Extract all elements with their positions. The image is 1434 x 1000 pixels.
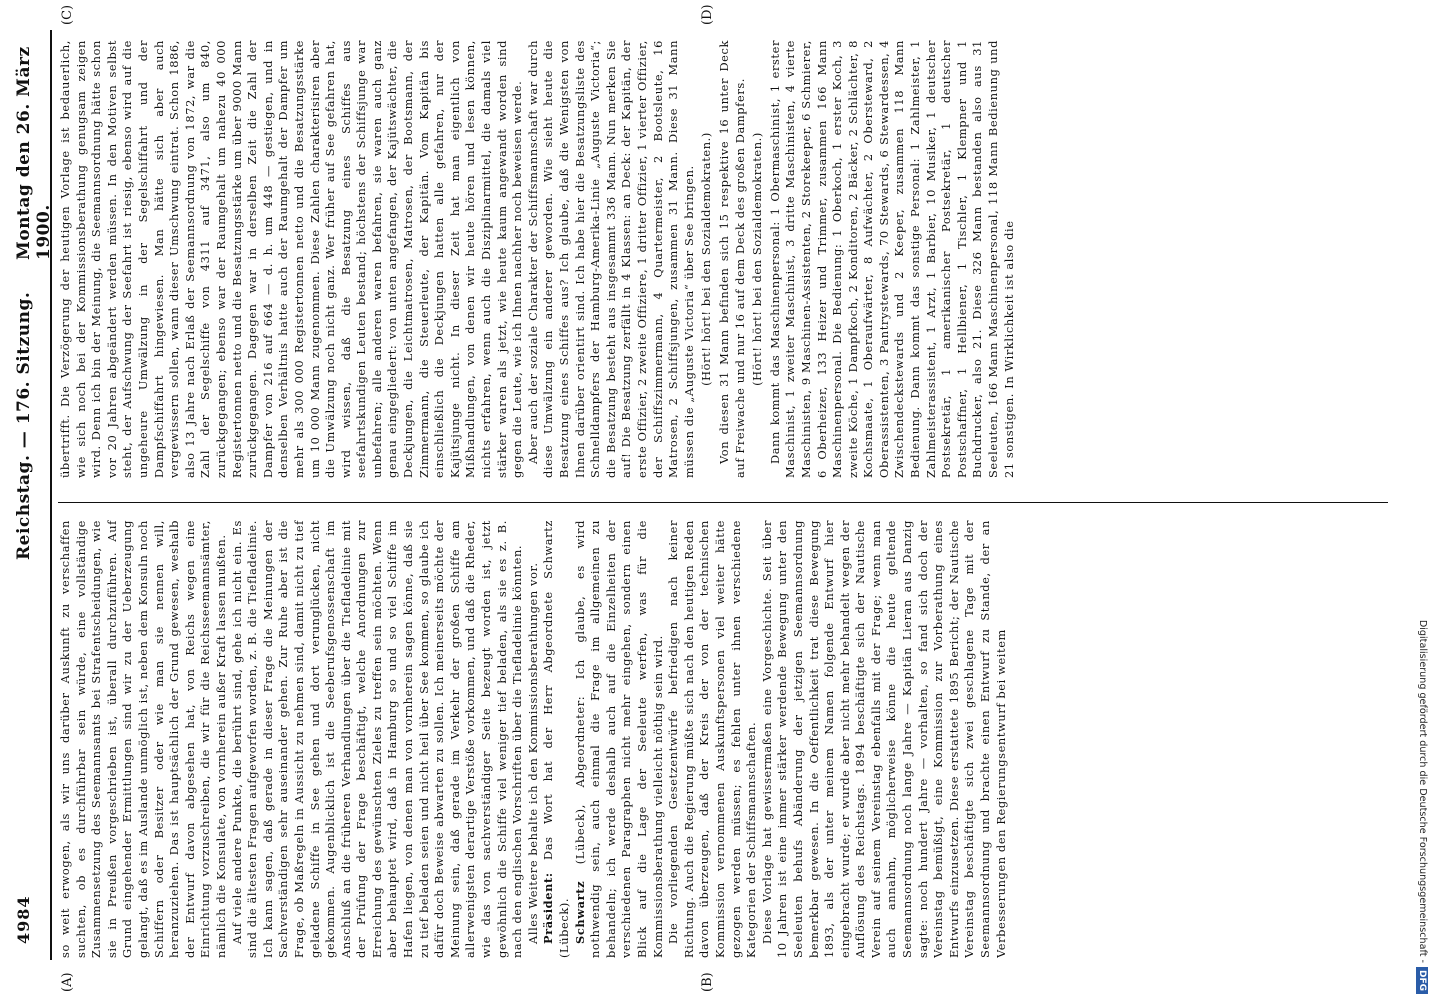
speaker-paragraph <box>573 520 667 958</box>
paragraph: übertrifft. Die Verzögerung der heutigen Vorlage ist bedauerlich, wie sich noch bei der Kommissionsberathung genugsam zeigen wird. Denn ich bin der Meinung, die Seemannsordnung hätte schon vor 20 Jahren abgeändert werden müssen. In den Motiven selbst steht, der Aufschwung der Seefahrt ist riesig, ebenso wird auf die ungeheure Umwälzung in der Segelschiffahrt und der Dampfschiffahrt hingewiesen. Man hätte sich aber auch vergewissern sollen, wann dieser Umschwung eintrat. Schon 1886, also 13 Jahre nach Erlaß der Seemannsordnung von 1872, war die Zahl der Segelschiffe von 4311 auf 3471, also um 840, zurückgegangen; ebenso war der Raumgehalt um nahezu 40 000 Registertonnen netto und die Besatzungsstärke um über 9000 Mann zurückgegangen. Dagegen war in derselben Zeit die Zahl der Dampfer von 216 auf 664 — d. h. um 448 — gestiegen, und in denselben Verhältnis hatte auch der Raumgehalt der Dampfer um mehr als 300 000 Registertonnen netto und die Besatzungsstärke um 10 000 Mann zugenommen. Diese Zahlen charakterisiren aber die Umwälzung noch nicht ganz. Wer früher auf See gefahren hat, wird wissen, daß die Besatzung eines Schiffes aus seefahrtskundigen Leuten bestand; höchstens der Schiffsjunge war unbefahren; alle anderen waren befahren, sie waren auch ganz genau eingegliedert: von unten angefangen, der Kajütswächter, die Deckjungen, die Leichtmatrosen, Matrosen, der Bootsmann, der Zimmermann, die Steuerleute, der Kapitän. Vom Kapitän bis einschließlich die Deckjungen hatten alle gefahren, nur der Kajütsjunge nicht. In dieser Zeit hat man eigentlich von Mißhandlungen, von denen wir heute hören und lesen können, nichts erfahren, wenn auch die Disziplinarmittel, die damals viel stärker waren als jetzt, wie heute kaum angewandt worden sind gegen die Leute, wie ich Ihnen nachher noch beweisen werde. <box>58 40 525 478</box>
margin-marker-b: (B) <box>700 972 715 992</box>
margin-marker-c: (C) <box>60 4 75 25</box>
session-title: Reichstag. — 176. Sitzung. <box>14 291 34 560</box>
speech-text: Das Wort hat der Herr Abgeordnete Schwartz (Lübeck). <box>541 520 571 958</box>
digitization-credit <box>1415 6 1429 994</box>
right-text-column <box>58 40 1388 478</box>
speaker-name: Präsident: <box>541 872 556 944</box>
paragraph: Auf viele andere Punkte, die berührt sind, gehe ich nicht ein. Es sind die ältesten Fragen aufgeworfen worden, z. B. die Tiefladelinie. Ich kann sagen, daß gerade in dieser Frage die Meinungen der Sachverständigen sehr auseinander gehen. Zur Ruhe aber ist die Frage, ob Maßregeln in Aussicht zu nehmen sind, damit nicht zu tief geladene Schiffe in See gehen und dort verunglücken, nicht gekommen. Augenblicklich ist die Seeberufsgenossenschaft im Anschluß an die früheren Verhandlungen über die Tiefladelinie mit der Prüfung der Frage beschäftigt, welche Anordnungen zur Erreichung des gewünschten Zieles zu treffen sein möchten. Wenn aber behauptet wird, daß in Hamburg so und so viel Schiffe im Hafen liegen, von denen man von vornherein sagen könne, daß sie zu tief beladen seien und nicht heil über See kommen, so glaube ich dafür doch Beweise abwarten zu sollen. Ich meinerseits möchte der Meinung sein, daß gerade im Verkehr der großen Schiffe am allerwenigsten derartige Verstöße vorkommen, und daß die Rheder, wie das von sachverständiger Seite bezeugt worden ist, jetzt gewöhnlich die Schiffe viel weniger tief beladen, als sie es z. B. nach den englischen Vorschriften über die Tiefladelinie könnten. <box>229 520 525 958</box>
paragraph: Diese Vorlage hat gewissermaßen eine Vorgeschichte. Seit über 10 Jahren ist eine immer stärker werdende Bewegung unter den Seeleuten behufs Abänderung der jetzigen Seemannsordnung bemerkbar gewesen. In die Oeffentlichkeit trat diese Bewegung 1893, als der unter meinem Namen folgende Entwurf hier eingebracht wurde; er wurde aber nicht mehr behandelt wegen der Auflösung des Reichstags. 1894 beschäftigte sich der Nautische Verein auf seinem Vereinstag ebenfalls mit der Frage; wenn man auch annahm, möglicherweise könne die heute geltende Seemannsordnung noch lange Jahre — Kapitän Lieran aus Danzig sagte: noch hundert Jahre — vorhalten, so fand sich doch der Vereinstag bemüßigt, eine Kommission zur Vorberathung eines Entwurfs einzusetzen. Diese erstattete 1895 Bericht; der Nautische Vereinstag beschäftigte sich zwei geschlagene Tage mit der Seemannsordnung und brachte einen Entwurf zu Stande, der an Verbesserungen den Regierungsentwurf bei weitem <box>759 520 1008 958</box>
paragraph: so weit erwogen, als wir uns darüber Auskunft zu verschaffen suchten, ob es durchführbar sein würde, eine vollständige Zusammensetzung des Seemannsamts bei Strafentscheidungen, wie sie in Preußen vorgeschrieben ist, überall durchzuführen. Auf Grund eingehender Ermittlungen sind wir zu der Ueberzeugung gelangt, daß es im Auslande unmöglich ist, neben dem Konsuln noch Schiffern oder Besitzer oder wie man sie nennen will, heranzuziehen. Das ist hauptsächlich der Grund gewesen, weshalb der Entwurf davon abgesehen hat, von Reichs wegen eine Einrichtung vorzuschreiben, die wir für die Reichsseemannsämter, nämlich die Konsulate, von vornherein außer Kraft lassen mußten. <box>58 520 228 958</box>
session-date: Montag den 26. März 1900. <box>14 46 54 260</box>
page-header <box>0 30 52 960</box>
interjection: (Hört! hört! bei den Sozialdemokraten.) <box>699 132 714 386</box>
speech-text: (Lübeck), Abgeordneter: Ich glaube, es wird nothwendig sein, auch einmal die Frage im allgemeinen zu behandeln; ich werde deshalb auch auf die Einzelheiten der verschiedenen Paragraphen nicht mehr eingehen, sondern einen Blick auf die Lage der Seeleute werfen, was für die Kommissionsberathung vielleicht nöthig sein wird. <box>572 520 665 958</box>
dfg-logo: DFG <box>1416 967 1428 994</box>
speaker-paragraph <box>541 520 572 958</box>
credit-text: Digitalisierung gefördert durch die Deutsche Forschungsgemeinschaft - <box>1417 619 1428 963</box>
column-divider <box>58 502 1388 503</box>
margin-marker-a: (A) <box>60 972 75 992</box>
interjection: (Hört! hört! bei den Sozialdemokraten.) <box>750 132 765 386</box>
paragraph: Aber auch der soziale Charakter der Schiffsmannschaft war durch diese Umwälzung ein anderer geworden. Wie sieht heute die Besatzung eines Schiffes aus? Ich glaube, daß die Wenigsten von Ihnen darüber orientirt sind. Ich habe hier die Besatzungsliste des Schnelldampfers der Hamburg-Amerika-Linie „Auguste Victoria“; die Besatzung besteht aus insgesammt 336 Mann. Nun merken Sie auf! Die Besatzung zerfällt in 4 Klassen: an Deck: der Kapitän, der erste Offizier, 2 zweite Offiziere, 1 dritter Offizier, 1 vierter Offizier, der Schiffszimmermann, 4 Quartermeister, 2 Bootsleute, 16 Matrosen, 2 Schiffsjungen, zusammen 31 Mann. Diese 31 Mann müssen die „Auguste Victoria“ über See bringen. <box>525 40 696 478</box>
paragraph: Die vorliegenden Gesetzentwürfe befriedigen nach keiner Richtung. Auch die Regierung müßte sich nach den heutigen Reden davon überzeugen, daß der Kreis der von der technischen Kommission vernommenen Auskunftspersonen viel weiter hätte gezogen werden müssen; es fehlen unter ihnen verschiedene Kategorien der Schiffsmannschaften. <box>666 520 759 958</box>
page-number: 4984 <box>14 895 33 944</box>
paragraph: Dann kommt das Maschinenpersonal: 1 Obermaschinist, 1 erster Maschinist, 1 zweiter Maschinist, 3 dritte Maschinisten, 4 vierte Maschinisten, 9 Maschinen-Assistenten, 2 Storekeeper, 6 Schmierer, 6 Oberheizer, 133 Heizer und Trimmer, zusammen 166 Mann Maschinenpersonal. Die Bedienung: 1 Oberkoch, 1 erster Koch, 3 zweite Köche, 1 Dampfkoch, 2 Konditoren, 2 Bäcker, 2 Schlächter, 8 Kochsmaate, 1 Oberaufwärter, 8 Aufwächter, 2 Obersteward, 2 Oberassistenten, 3 Pantrystewards, 70 Stewards, 6 Stewardessen, 4 Zwischendeckstewards und 2 Keeper, zusammen 118 Mann Bedienung. Dann kommt das sonstige Personal: 1 Zahlmeister, 1 Zahlmeisterassistent, 1 Arzt, 1 Barbier, 10 Musiker, 1 deutscher Postsekretär, 1 amerikanischer Postsekretär, 1 deutscher Postschaffner, 1 Hellbiener, 1 Tischler, 1 Klempner und 1 Buchdrucker, also 21. Diese 326 Mann bestanden also aus 31 Seeleuten, 166 Mann Maschinenpersonal, 118 Mann Bedienung und 21 sonstigen. In Wirklichkeit ist also die <box>767 40 1016 478</box>
credit-line <box>1415 6 1429 994</box>
paragraph: Alles Weitere behalte ich den Kommissionsberathungen vor. <box>525 562 540 944</box>
margin-marker-d: (D) <box>700 4 715 25</box>
paragraph: Von diesen 31 Mann befinden sich 15 respektive 16 unter Deck auf Freiwache und nur 16 auf dem Deck des großen Dampfers. <box>716 40 747 478</box>
speaker-name: Schwartz <box>572 880 587 944</box>
left-text-column <box>58 520 1388 958</box>
